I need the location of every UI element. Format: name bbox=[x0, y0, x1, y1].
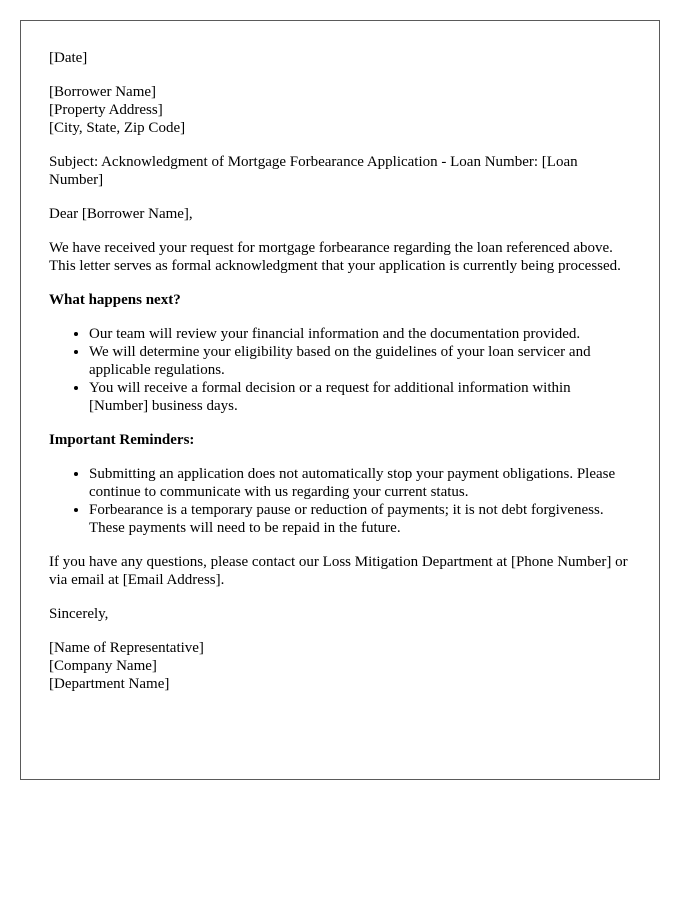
letter-page bbox=[20, 20, 660, 780]
recipient-name: [Borrower Name] bbox=[49, 84, 157, 100]
letter-closing: Sincerely, bbox=[49, 606, 109, 622]
list-item: • Submitting an application does not automatically stop your payment obligations. Please continue to communicate with us regarding your current status. bbox=[89, 465, 631, 501]
letter-subject: Subject: Acknowledgment of Mortgage Forbearance Application - Loan Number: [Loan Number] bbox=[49, 154, 578, 188]
recipient-address-block bbox=[49, 83, 631, 137]
signature-block bbox=[49, 639, 631, 693]
contact-paragraph: If you have any questions, please contact our Loss Mitigation Department at [Phone Number] or via email at [Email Address]. bbox=[49, 554, 628, 588]
letter-intro-paragraph: We have received your request for mortgage forbearance regarding the loan referenced above. This letter serves as formal acknowledgment that your application is currently being processed. bbox=[49, 240, 621, 274]
reminders-list bbox=[49, 465, 631, 537]
next-steps-heading: What happens next? bbox=[49, 292, 181, 308]
list-item: • Forbearance is a temporary pause or reduction of payments; it is not debt forgiveness. These payments will need to be repaid in the future. bbox=[89, 501, 631, 537]
list-item: • Our team will review your financial information and the documentation provided. bbox=[89, 325, 631, 343]
list-item: • You will receive a formal decision or a request for additional information within [Number] business days. bbox=[89, 379, 631, 415]
letter-salutation: Dear [Borrower Name], bbox=[49, 206, 193, 222]
list-item: • We will determine your eligibility based on the guidelines of your loan servicer and applicable regulations. bbox=[89, 343, 631, 379]
recipient-city-state-zip: [City, State, Zip Code] bbox=[49, 120, 186, 136]
next-steps-list bbox=[49, 325, 631, 415]
signature-representative: [Name of Representative] bbox=[49, 640, 204, 656]
reminders-heading: Important Reminders: bbox=[49, 432, 195, 448]
signature-department: [Department Name] bbox=[49, 676, 170, 692]
recipient-property-address: [Property Address] bbox=[49, 102, 163, 118]
signature-company: [Company Name] bbox=[49, 658, 157, 674]
letter-date: [Date] bbox=[49, 50, 88, 66]
